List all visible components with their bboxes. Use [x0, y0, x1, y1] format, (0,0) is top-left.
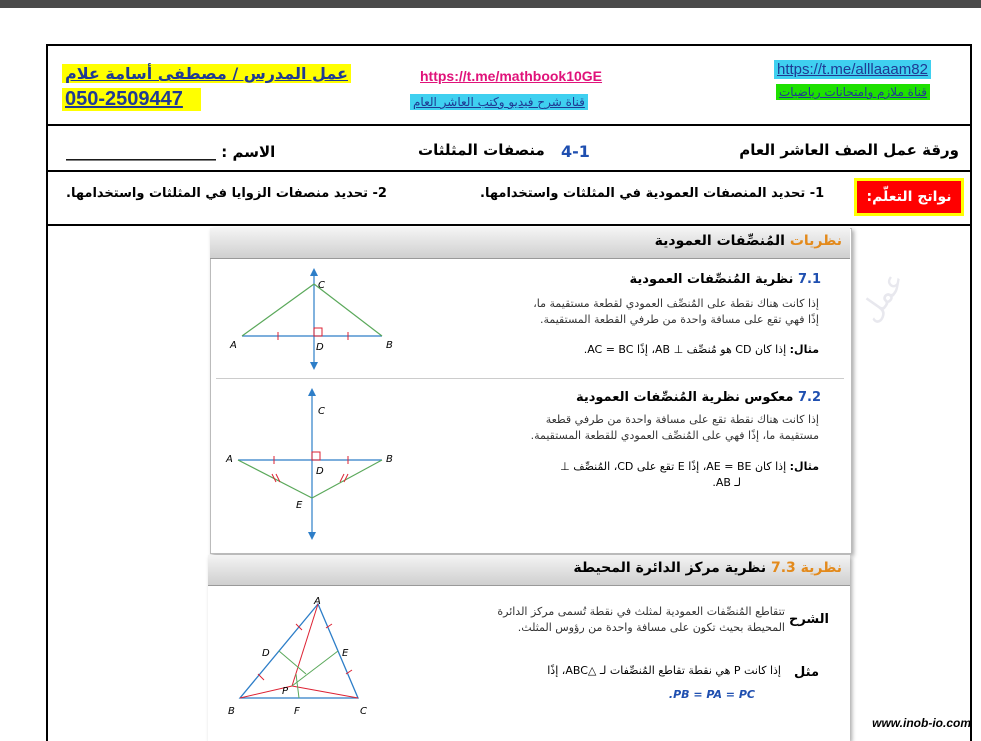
- right-angle-mark: [312, 452, 320, 460]
- teacher-phone: 050-2509447: [62, 88, 201, 111]
- theorem-7-3-title: نظرية 7.3 نظرية مركز الدائرة المحيطة: [573, 560, 842, 576]
- arrow-up: [310, 268, 318, 276]
- textbook-header-1: [210, 228, 850, 259]
- label-b: B: [386, 340, 393, 351]
- segment-ac: [242, 284, 314, 336]
- theorem-7-1-line2: إذًا فهي تقع على مسافة واحدة من طرفي القطعة المستقيمة.: [539, 313, 819, 326]
- figure-perp-bisector-1: [222, 268, 402, 372]
- channel-desc-video: قناة شرح فيديو وكتب العاشر العام: [410, 94, 588, 110]
- label-b: B: [228, 706, 235, 717]
- textbook-header-title: نظريات المُنصِّفات العمودية: [654, 233, 842, 249]
- label-a: A: [314, 596, 321, 607]
- label-e: E: [342, 648, 349, 659]
- theorem-7-3-line2: المحيطة بحيث تكون على مسافة واحدة من رؤوس المثلث.: [517, 621, 785, 634]
- label-p: P: [282, 686, 289, 697]
- label-d: D: [316, 342, 324, 353]
- arrow-up: [308, 388, 316, 396]
- footer-site: www.inob-io.com: [872, 716, 971, 730]
- theorem-separator: [216, 378, 844, 379]
- textbook-header-2: [208, 555, 850, 586]
- outcomes-label: نواتج التعلّم:: [854, 178, 964, 216]
- label-c: C: [318, 406, 325, 417]
- divider-outcomes: [46, 224, 972, 226]
- label-a: A: [230, 340, 237, 351]
- teacher-name: عمل المدرس / مصطفى أسامة علام: [62, 64, 351, 83]
- top-dark-bar: [0, 0, 981, 8]
- label-a: A: [226, 454, 233, 465]
- theorem-7-2-line1: إذا كانت هناك نقطة تقع على مسافة واحدة من طرفي قطعة: [545, 413, 819, 426]
- theorem-7-3-equation: PB = PA = PC.: [668, 688, 755, 701]
- theorem-7-2-example-2: لـ AB.: [712, 476, 741, 489]
- label-b: B: [386, 454, 393, 465]
- theorem-7-2-example: مثال: إذا كان AE = BE، إذًا E تقع على CD، المُنصِّف ⊥: [560, 460, 819, 473]
- label-f: F: [294, 706, 300, 717]
- tick-mark: [344, 474, 348, 482]
- theorem-7-2-line2: مستقيمة ما، إذًا فهي على المُنصِّف العمودي للقطعة المستقيمة.: [530, 429, 819, 442]
- right-angle-mark: [314, 328, 322, 336]
- theorem-7-2-title: 7.2 معكوس نظرية المُنصِّفات العمودية: [575, 390, 821, 405]
- triangle-abc: [240, 604, 358, 698]
- theorem-7-1-example: مثال: إذا كان CD هو مُنصِّف ⊥ AB، إذًا AC = BC.: [583, 343, 819, 356]
- outcome-item-2: 2- تحديد منصفات الزوايا في المثلثات واستخدامها.: [66, 186, 387, 201]
- watermark: عمل: [853, 264, 912, 329]
- theorem-7-3-example: إذا كانت P هي نقطة تقاطع المُنصِّفات لـ △ABC، إذًا: [547, 664, 781, 677]
- worksheet-title: ورقة عمل الصف العاشر العام: [739, 141, 959, 159]
- arrow-down: [310, 362, 318, 370]
- telegram-link-alllaaam[interactable]: https://t.me/alllaaam82: [774, 60, 931, 79]
- lesson-title: منصفات المثلثات: [418, 141, 545, 159]
- outcome-item-1: 1- تحديد المنصفات العمودية في المثلثات واستخدامها.: [480, 186, 825, 201]
- divider-title: [46, 170, 972, 172]
- label-d: D: [262, 648, 270, 659]
- figure-perp-bisector-2: [222, 386, 402, 546]
- theorem-7-1-line1: إذا كانت هناك نقطة على المُنصِّف العمودي لقطعة مستقيمة ما،: [533, 297, 819, 310]
- tick-mark: [258, 674, 264, 680]
- example-label: مثل: [794, 665, 819, 680]
- label-d: D: [316, 466, 324, 477]
- label-c: C: [360, 706, 367, 717]
- explain-label: الشرح: [788, 612, 829, 627]
- lesson-number: 4-1: [561, 142, 590, 161]
- channel-desc-exams: قناة ملازم وامتحانات رياضيات: [776, 84, 930, 100]
- bisector-f: [296, 674, 299, 698]
- telegram-link-mathbook[interactable]: https://t.me/mathbook10GE: [420, 68, 603, 84]
- divider-header: [46, 124, 972, 126]
- student-name-field: الاسم : ____________________: [66, 143, 276, 161]
- theorem-7-1-title: 7.1 نظرية المُنصِّفات العمودية: [629, 272, 821, 287]
- arrow-down: [308, 532, 316, 540]
- theorem-7-3-line1: تتقاطع المُنصِّفات العمودية لمثلث في نقطة تُسمى مركز الدائرة: [497, 605, 785, 618]
- label-e: E: [296, 500, 303, 511]
- segment-pc: [292, 686, 358, 698]
- segment-bc: [314, 284, 382, 336]
- figure-circumcenter: [222, 594, 382, 724]
- label-c: C: [318, 280, 325, 291]
